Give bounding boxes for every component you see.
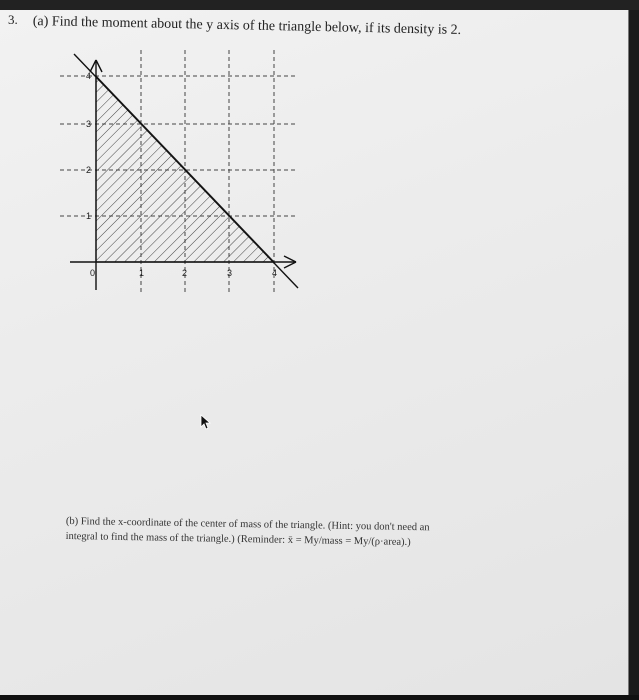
x-tick-1: 1 [139,268,145,278]
x-tick-3: 3 [227,268,233,278]
y-tick-1: 1 [86,211,92,221]
part-b-line-1: Find the x-coordinate of the center of mass of the triangle. (Hint: you don't need an [80,516,430,534]
part-b-line-2: integral to find the mass of the triangle.) (Reminder: x̄ = My/mass = My/(ρ·area).) [65,530,411,549]
y-axis-arrow-b [96,60,102,72]
part-b-label: (b) [65,515,79,528]
part-a-label: (a) [32,14,49,30]
y-tick-2: 2 [86,165,92,175]
y-tick-4: 4 [86,71,92,81]
mouse-pointer-icon [200,414,212,430]
screen-bottom-edge [0,695,639,700]
x-tick-2: 2 [182,268,188,278]
part-a-text: Find the moment about the y axis of the triangle below, if its density is 2. [51,14,462,38]
y-tick-3: 3 [86,119,92,129]
x-axis-arrow-b [284,262,296,268]
x-axis-arrow [284,256,296,262]
x-tick-0: 0 [90,268,96,278]
x-tick-4: 4 [272,268,278,278]
question-number: 3. [8,12,18,27]
